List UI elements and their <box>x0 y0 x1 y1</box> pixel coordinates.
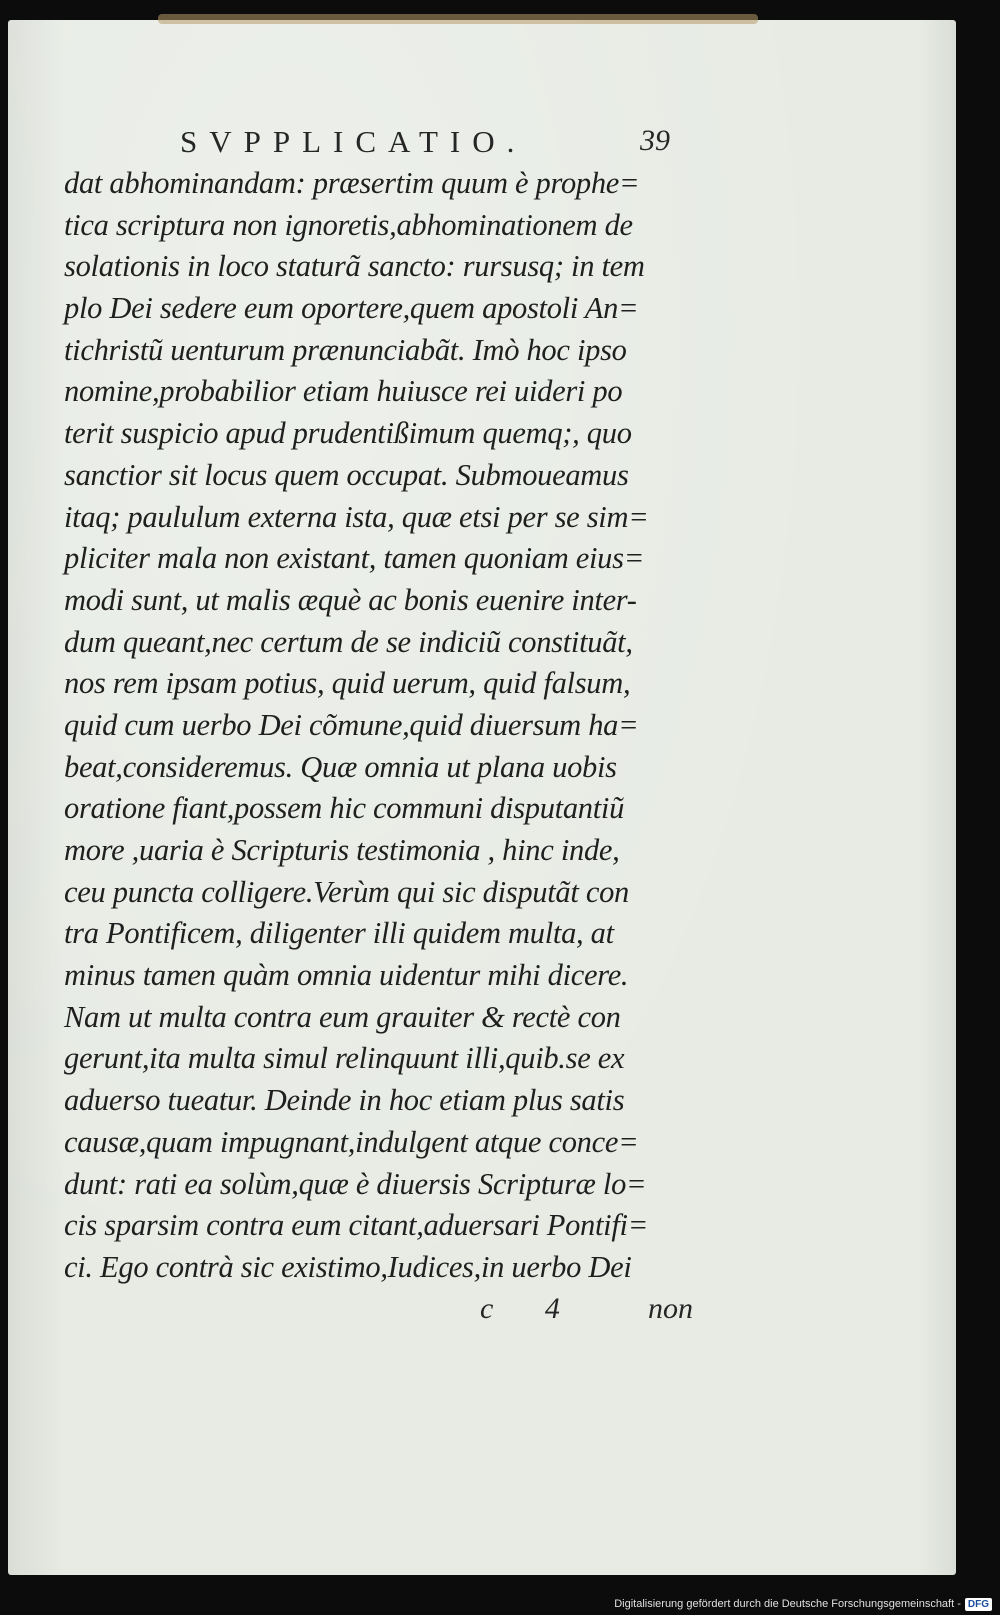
dfg-logo: DFG <box>965 1598 992 1611</box>
text-line: pliciter mala non existant, tamen quoniam eius= <box>64 541 644 576</box>
text-line: oratione fiant,possem hic communi disputantiũ <box>64 791 625 826</box>
text-line: ceu puncta colligere.Verùm qui sic disputãt con <box>64 874 629 909</box>
text-line: Nam ut multa contra eum grauiter & rectè con <box>64 999 621 1034</box>
signature-mark: c 4 <box>480 1292 582 1325</box>
text-line: minus tamen quàm omnia uidentur mihi dicere. <box>64 958 629 993</box>
digitization-credit: Digitalisierung gefördert durch die Deutsche Forschungsgemeinschaft - <box>614 1598 961 1610</box>
text-line: tica scriptura non ignoretis,abhominationem de <box>64 207 633 242</box>
text-line: cis sparsim contra eum citant,aduersari Pontifi= <box>64 1208 648 1243</box>
body-text <box>64 163 704 1289</box>
text-line: plo Dei sedere eum oportere,quem apostoli An= <box>64 291 639 326</box>
text-line: sanctior sit locus quem occupat. Submoueamus <box>64 457 629 492</box>
page-number: 39 <box>640 124 670 157</box>
book-page <box>8 20 956 1575</box>
footer <box>614 1595 992 1613</box>
running-head: SVPPLICATIO. <box>180 124 527 159</box>
text-line: terit suspicio apud prudentißimum quemq;, quo <box>64 416 632 451</box>
text-line: beat,consideremus. Quæ omnia ut plana uobis <box>64 749 617 784</box>
text-line: nos rem ipsam potius, quid uerum, quid falsum, <box>64 666 631 701</box>
text-line: solationis in loco staturã sancto: rursusq; in tem <box>64 249 645 284</box>
text-line: quid cum uerbo Dei cõmune,quid diuersum ha= <box>64 707 639 742</box>
text-line: causæ,quam impugnant,indulgent atque conce= <box>64 1124 639 1159</box>
text-line: more ,uaria è Scripturis testimonia , hinc inde, <box>64 833 620 867</box>
text-line: tra Pontificem, diligenter illi quidem multa, at <box>64 916 614 951</box>
text-line: tichristũ uenturum prænunciabãt. Imò hoc ipso <box>64 332 627 367</box>
text-line: dum queant,nec certum de se indiciũ constituãt, <box>64 624 633 659</box>
text-line: modi sunt, ut malis æquè ac bonis euenire inter- <box>64 582 637 617</box>
text-line: dat abhominandam: præsertim quum è prophe= <box>64 166 640 200</box>
catchword: non <box>648 1292 693 1325</box>
text-line: ci. Ego contrà sic existimo,Iudices,in uerbo Dei <box>64 1249 632 1284</box>
text-line: aduerso tueatur. Deinde in hoc etiam plus satis <box>64 1083 625 1118</box>
text-line: itaq; paululum externa ista, quæ etsi per se sim= <box>64 499 649 534</box>
text-line: gerunt,ita multa simul relinquunt illi,quib.se ex <box>64 1041 625 1076</box>
text-line: nomine,probabilior etiam huiusce rei uideri po <box>64 374 623 409</box>
text-line: dunt: rati ea solùm,quæ è diuersis Scripturæ lo= <box>64 1166 647 1201</box>
